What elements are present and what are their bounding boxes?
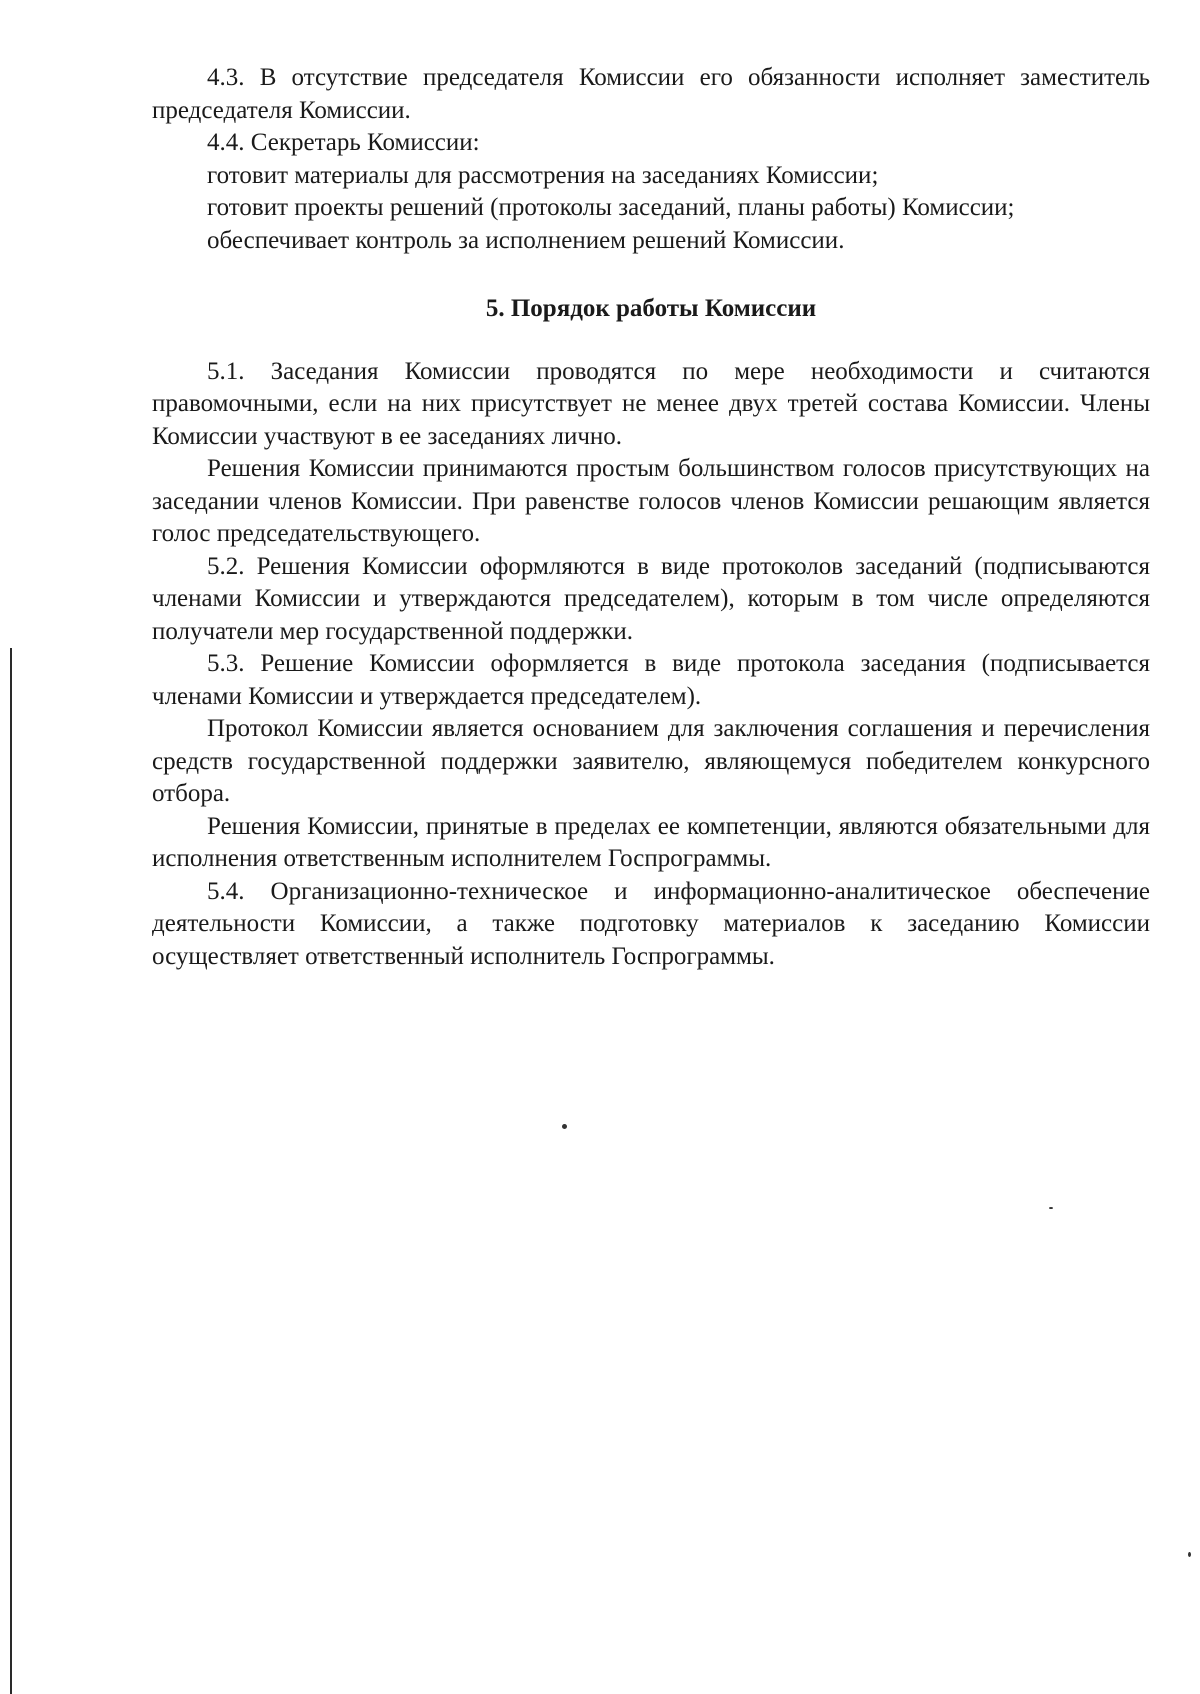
paragraph-5-1-decisions: Решения Комиссии принимаются простым большинством голосов присутствующих на заседании членов Комиссии. При равенстве голосов членов Комиссии решающим является голос председательствующего.: [152, 455, 1150, 547]
paragraph-5-3-protocol: Протокол Комиссии является основанием для заключения соглашения и перечисления средств государственной поддержки заявителю, являющемуся победителем конкурсного отбора.: [152, 715, 1150, 807]
paragraph-5-2: 5.2. Решения Комиссии оформляются в виде протоколов заседаний (подписываются членами Комиссии и утверждаются председателем), которым в том числе определяются получатели мер государственной поддержки.: [152, 552, 1150, 645]
scan-speck: [1049, 1207, 1053, 1209]
paragraph-4-4-title: 4.4. Секретарь Комиссии:: [207, 129, 480, 156]
paragraph-5-3-decisions: Решения Комиссии, принятые в пределах ее компетенции, являются обязательными для исполнения ответственным исполнителем Госпрограммы.: [152, 812, 1150, 872]
paragraph-4-3: 4.3. В отсутствие председателя Комиссии его обязанности исполняет заместитель председателя Комиссии.: [152, 64, 1150, 124]
list-item: обеспечивает контроль за исполнением решений Комиссии.: [207, 226, 845, 254]
paragraph-5-1: 5.1. Заседания Комиссии проводятся по мере необходимости и считаются правомочными, если на них присутствует не менее двух третей состава Комиссии. Члены Комиссии участвуют в ее заседаниях лично.: [152, 357, 1150, 450]
paragraph-5-4: 5.4. Организационно-техническое и информационно-аналитическое обеспечение деятельности Комиссии, а также подготовку материалов к заседанию Комиссии осуществляет ответственный исполнитель Госпрограммы.: [152, 877, 1150, 970]
scan-edge-line: [10, 648, 12, 1694]
list-item: готовит проекты решений (протоколы заседаний, планы работы) Комиссии;: [207, 194, 1015, 221]
scan-speck: [1188, 1552, 1191, 1557]
scan-speck: [562, 1124, 567, 1129]
section-5-heading: 5. Порядок работы Комиссии: [485, 295, 817, 322]
document-body: [152, 62, 1150, 973]
paragraph-5-3: 5.3. Решение Комиссии оформляется в виде протокола заседания (подписывается членами Комиссии и утверждается председателем).: [152, 650, 1150, 710]
list-item: готовит материалы для рассмотрения на заседаниях Комиссии;: [207, 161, 879, 189]
